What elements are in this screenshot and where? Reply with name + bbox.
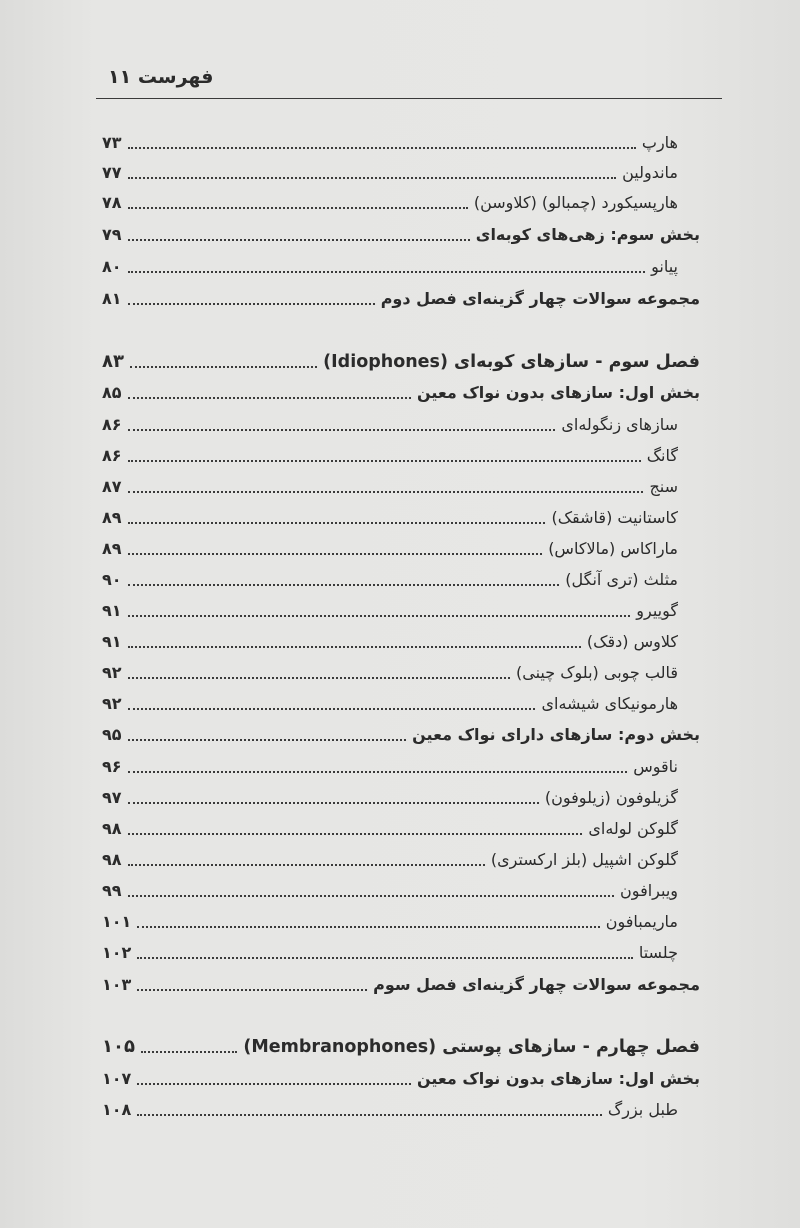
dot-leader — [128, 207, 468, 209]
dot-leader — [137, 1083, 411, 1085]
toc-chapter-entry — [100, 1034, 700, 1060]
toc-entry — [100, 785, 700, 811]
toc-page-number: ۹۸ — [102, 819, 122, 838]
toc-entry-title: ماندولین — [622, 163, 678, 182]
toc-entry — [100, 940, 700, 966]
toc-entry-title: مجموعه سوالات چهار گزینه‌ای فصل دوم — [380, 289, 700, 308]
dot-leader — [137, 957, 633, 959]
toc-page-number: ۹۱ — [102, 632, 122, 651]
toc-page-number: ۸۶ — [102, 415, 122, 434]
dot-leader — [141, 1051, 237, 1053]
dot-leader — [128, 677, 510, 679]
toc-page-number: ۸۰ — [102, 257, 122, 276]
toc-entry — [100, 160, 700, 186]
toc-entry — [100, 474, 700, 500]
dot-leader — [128, 615, 630, 617]
dot-leader — [130, 366, 317, 368]
toc-entry-title: ویبرافون — [620, 881, 678, 900]
dot-leader — [128, 553, 542, 555]
dot-leader — [128, 491, 643, 493]
toc-page-number: ۱۰۲ — [102, 943, 132, 962]
toc-entry-title: هارمونیکای شیشه‌ای — [541, 694, 678, 713]
toc-chapter-entry — [100, 349, 700, 375]
toc-entry-title: گانگ — [646, 446, 678, 465]
toc-entry — [100, 567, 700, 593]
toc-entry-title: مجموعه سوالات چهار گزینه‌ای فصل سوم — [373, 975, 700, 994]
toc-entry — [100, 660, 700, 686]
dot-leader — [137, 926, 600, 928]
toc-entry — [100, 1097, 700, 1123]
toc-page-number: ۹۲ — [102, 694, 122, 713]
toc-entry — [100, 909, 700, 935]
toc-page-number: ۱۰۸ — [102, 1100, 132, 1119]
toc-page-number: ۱۰۱ — [102, 912, 132, 931]
dot-leader — [128, 397, 411, 399]
dot-leader — [128, 646, 581, 648]
dot-leader — [128, 303, 375, 305]
toc-entry-title: مثلث (تری آنگل) — [565, 570, 678, 589]
dot-leader — [137, 1114, 602, 1116]
toc-entry-title: هارپسیکورد (چمبالو) (کلاوسن) — [473, 193, 678, 212]
dot-leader — [128, 147, 636, 149]
dot-leader — [128, 429, 555, 431]
toc-entry-title: چلستا — [638, 943, 678, 962]
toc-entry — [100, 254, 700, 280]
page-header — [96, 66, 722, 99]
toc-page-number: ۱۰۳ — [102, 975, 132, 994]
toc-entry — [100, 130, 700, 156]
toc-page-number: ۷۳ — [102, 133, 122, 152]
toc-entry-title: پیانو — [651, 257, 678, 276]
toc-section-entry — [100, 972, 700, 998]
toc-section-entry — [100, 380, 700, 406]
dot-leader — [128, 584, 559, 586]
dot-leader — [137, 989, 367, 991]
toc-section-entry — [100, 286, 700, 312]
toc-page-number: ۷۷ — [102, 163, 122, 182]
toc-entry-title: ناقوس — [633, 757, 678, 776]
toc-page-number: ۸۳ — [102, 351, 124, 372]
toc-entry-title: فصل سوم - سازهای کوبه‌ای (Idiophones) — [323, 352, 700, 372]
dot-leader — [128, 522, 545, 524]
toc-entry — [100, 598, 700, 624]
toc-page-number: ۸۶ — [102, 446, 122, 465]
toc-page-number: ۱۰۷ — [102, 1069, 132, 1088]
toc-entry-title: طبل بزرگ — [607, 1100, 678, 1119]
toc-page-number: ۱۰۵ — [102, 1036, 135, 1057]
toc-entry — [100, 190, 700, 216]
toc-page-number: ۹۸ — [102, 850, 122, 869]
toc-page-number: ۹۶ — [102, 757, 122, 776]
toc-entry-title: بخش اول: سازهای بدون نواک معین — [416, 1069, 700, 1088]
toc-entry-title: گلوکن لوله‌ای — [588, 819, 678, 838]
dot-leader — [128, 895, 614, 897]
dot-leader — [128, 177, 616, 179]
toc-entry — [100, 412, 700, 438]
toc-entry-title: گوییرو — [636, 601, 678, 620]
toc-entry-title: بخش سوم: زهی‌های کوبه‌ای — [475, 225, 700, 244]
dot-leader — [128, 460, 641, 462]
toc-page-number: ۸۹ — [102, 539, 122, 558]
toc-entry — [100, 878, 700, 904]
toc-entry — [100, 691, 700, 717]
toc-entry — [100, 629, 700, 655]
running-title: فهرست ۱۱ — [108, 66, 214, 88]
toc-page-number: ۸۷ — [102, 477, 122, 496]
toc-entry-title: ماریمبافون — [605, 912, 678, 931]
toc-entry — [100, 754, 700, 780]
toc-page-number: ۷۹ — [102, 225, 122, 244]
toc-entry — [100, 443, 700, 469]
toc-entry — [100, 816, 700, 842]
toc-page-number: ۷۸ — [102, 193, 122, 212]
toc-entry — [100, 847, 700, 873]
toc-entry-title: ماراکاس (مالاکاس) — [548, 539, 678, 558]
toc-entry-title: کاستانیت (قاشقک) — [551, 508, 678, 527]
toc-entry-title: هارپ — [641, 133, 678, 152]
toc-entry-title: گلوکن اشپیل (بلز ارکستری) — [490, 850, 678, 869]
dot-leader — [128, 833, 582, 835]
toc-entry-title: فصل چهارم - سازهای پوستی (Membranophones) — [243, 1037, 700, 1057]
toc-page-number: ۹۵ — [102, 725, 122, 744]
dot-leader — [128, 864, 485, 866]
toc-page-number: ۸۵ — [102, 383, 122, 402]
toc-entry-title: بخش دوم: سازهای دارای نواک معین — [412, 725, 700, 744]
toc-page-number: ۹۰ — [102, 570, 122, 589]
toc-entry-title: سنج — [649, 477, 678, 496]
toc-entry-title: سازهای زنگوله‌ای — [561, 415, 678, 434]
dot-leader — [128, 771, 627, 773]
toc-entry — [100, 536, 700, 562]
toc-section-entry — [100, 222, 700, 248]
toc-section-entry — [100, 722, 700, 748]
toc-page-number: ۸۱ — [102, 289, 122, 308]
toc-page-number: ۹۷ — [102, 788, 122, 807]
toc-page-number: ۹۱ — [102, 601, 122, 620]
toc-page-number: ۹۲ — [102, 663, 122, 682]
toc-page-number: ۹۹ — [102, 881, 122, 900]
dot-leader — [128, 239, 470, 241]
dot-leader — [128, 739, 406, 741]
toc-entry-title: قالب چوبی (بلوک چینی) — [515, 663, 678, 682]
dot-leader — [128, 708, 535, 710]
toc-entry — [100, 505, 700, 531]
dot-leader — [128, 802, 539, 804]
toc-page-number: ۸۹ — [102, 508, 122, 527]
toc-section-entry — [100, 1066, 700, 1092]
toc-entry-title: کلاوس (دقک) — [586, 632, 678, 651]
dot-leader — [128, 271, 645, 273]
toc-entry-title: گزیلوفون (زیلوفون) — [544, 788, 678, 807]
toc-entry-title: بخش اول: سازهای بدون نواک معین — [416, 383, 700, 402]
